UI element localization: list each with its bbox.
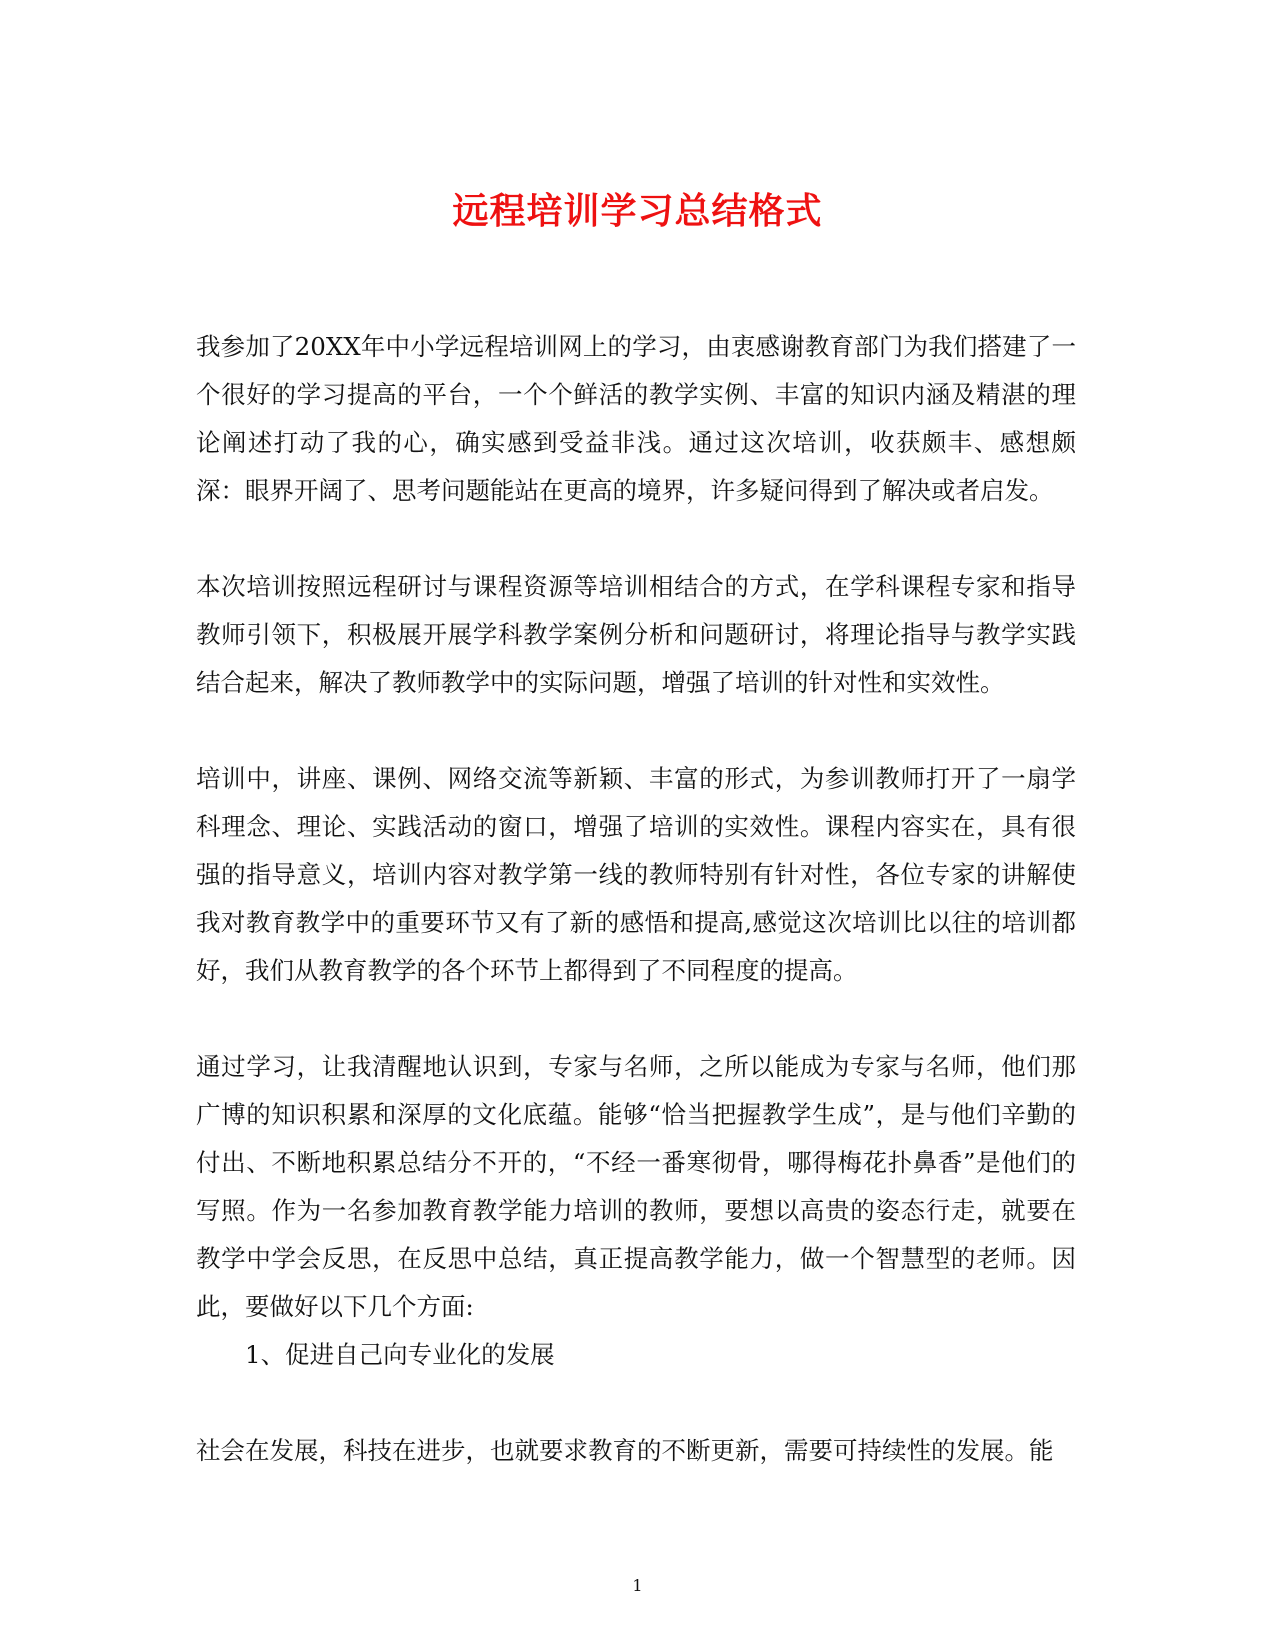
paragraph-intro: 我参加了20XX年中小学远程培训网上的学习，由衷感谢教育部门为我们搭建了一个很好的学习提高的平台，一个个鲜活的教学实例、丰富的知识内涵及精湛的理论阐述打动了我的心，确实感到受益非浅。通过这次培训，收获颇丰、感想颇深：眼界开阔了、思考问题能站在更高的境界，许多疑问得到了解决或者启发。 [196,332,1076,505]
paragraph-training-forms: 培训中，讲座、课例、网络交流等新颖、丰富的形式，为参训教师打开了一扇学科理念、理论、实践活动的窗口，增强了培训的实效性。课程内容实在，具有很强的指导意义，培训内容对教学第一线的教师特别有针对性，各位专家的讲解使我对教育教学中的重要环节又有了新的感悟和提高,感觉这次培训比以往的培训都好，我们从教育教学的各个环节上都得到了不同程度的提高。 [196,764,1076,985]
list-item-professional-development: 1、促进自己向专业化的发展 [245,1340,555,1369]
document-body [196,323,1076,1475]
paragraph-training-method: 本次培训按照远程研讨与课程资源等培训相结合的方式，在学科课程专家和指导教师引领下，积极展开展学科教学案例分析和问题研讨，将理论指导与教学实践结合起来，解决了教师教学中的实际问题，增强了培训的针对性和实效性。 [196,572,1076,697]
paragraph-social-development: 社会在发展，科技在进步，也就要求教育的不断更新，需要可持续性的发展。能 [196,1436,1054,1465]
document-title: 远程培训学习总结格式 [452,190,823,233]
paragraph-reflection: 通过学习，让我清醒地认识到，专家与名师，之所以能成为专家与名师，他们那广博的知识积累和深厚的文化底蕴。能够“恰当把握教学生成”，是与他们辛勤的付出、不断地积累总结分不开的，“不经一番寒彻骨，哪得梅花扑鼻香”是他们的写照。作为一名参加教育教学能力培训的教师，要想以高贵的姿态行走，就要在教学中学会反思，在反思中总结，真正提高教学能力，做一个智慧型的老师。因此，要做好以下几个方面: [196,1052,1076,1321]
page-number: 1 [632,1576,643,1595]
